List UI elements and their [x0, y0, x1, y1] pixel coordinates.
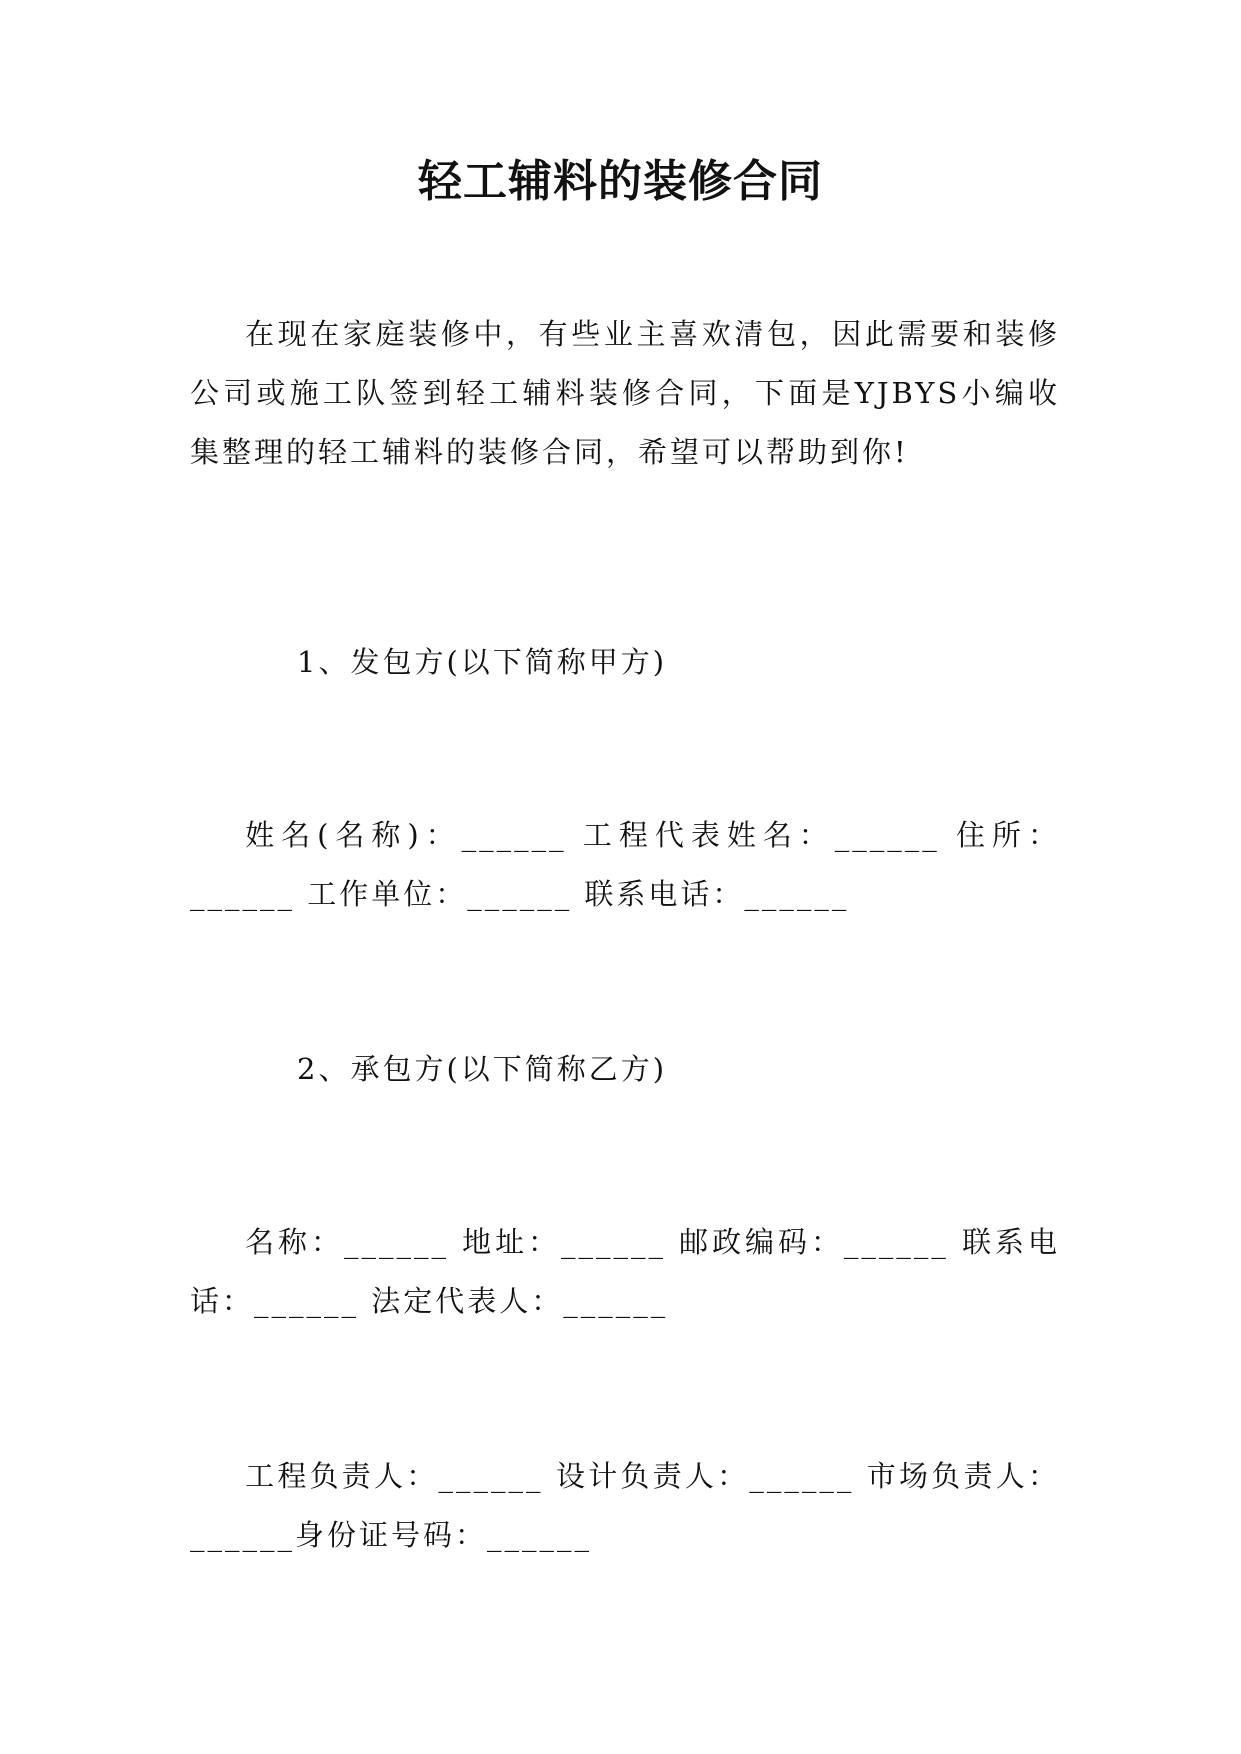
intro-paragraph: 在现在家庭装修中，有些业主喜欢清包，因此需要和装修公司或施工队签到轻工辅料装修合同，下面是YJBYS小编收集整理的轻工辅料的装修合同，希望可以帮助到你! — [190, 317, 1060, 469]
document-title: 轻工辅料的装修合同 — [418, 156, 823, 207]
section-heading-party-b: 2、承包方(以下简称乙方) — [297, 1052, 668, 1086]
section-heading-party-a: 1、发包方(以下简称甲方) — [297, 645, 668, 679]
party-b-fields: 名称：______ 地址：______ 邮政编码：______ 联系电话：______ 法定代表人：______ — [190, 1225, 1060, 1318]
party-a-fields: 姓名(名称)：______ 工程代表姓名：______ 住所：______ 工作单位：______ 联系电话：______ — [190, 818, 1060, 911]
party-b-contacts: 工程负责人：______ 设计负责人：______ 市场负责人： ______身份证号码：______ — [190, 1459, 1060, 1552]
